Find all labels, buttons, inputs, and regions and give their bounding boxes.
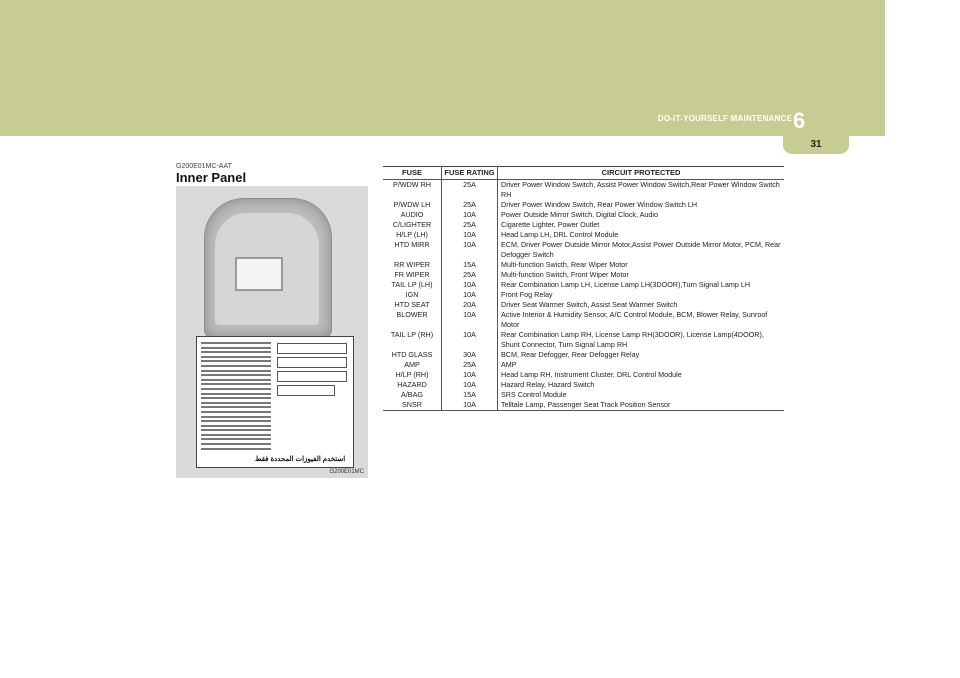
chapter-number: 6 [793,108,806,133]
fuse-cover-window [235,257,283,291]
fuse-cell: H/LP (RH) [383,370,442,380]
fuse-table-body [383,180,784,411]
fuse-table-header [383,167,784,180]
figure-caption: G200E01MC [329,469,364,475]
fuse-cell: IGN [383,290,442,300]
rating-cell: 10A [442,290,498,300]
table-row [383,240,784,260]
table-row [383,380,784,390]
circuit-cell: ECM, Driver Power Outside Mirror Motor,Assist Power Outside Mirror Motor, PCM, Rear Defogger Switch [501,240,781,259]
table-row [383,260,784,270]
table-row [383,360,784,370]
circuit-cell: Telltale Lamp, Passenger Seat Track Position Sensor [498,400,785,411]
fuse-cell: P/WDW RH [383,180,442,201]
fuse-label-diagram [196,336,354,468]
circuit-cell: AMP [501,360,517,369]
rating-cell: 10A [442,210,498,220]
fuse-column-header: FUSE [383,167,442,180]
table-row [383,330,784,350]
circuit-cell: Rear Combination Lamp LH, License Lamp LH(3DOOR),Turn Signal Lamp LH [501,280,751,289]
section-title: DO-IT-YOURSELF MAINTENANCE [657,114,792,123]
table-row [383,290,784,300]
fuse-cell: RR WIPER [383,260,442,270]
rating-cell: 15A [442,390,498,400]
fuse-cell: SNSR [383,400,442,411]
rating-cell: 15A [442,260,498,270]
circuit-cell: Power Outside Mirror Switch, Digital Clock, Audio [501,210,658,219]
table-row [383,200,784,210]
circuit-cell: BCM, Rear Defogger, Rear Defogger Relay [501,350,640,359]
table-row [383,210,784,220]
fuse-cell: HTD GLASS [383,350,442,360]
rating-cell: 10A [442,230,498,240]
rating-cell: 20A [442,300,498,310]
circuit-cell: Rear Combination Lamp RH, License Lamp RH(3DOOR), License Lamp(4DOOR), Shunt Connector, Turn Signal Lamp RH [501,330,764,349]
rating-cell: 10A [442,310,498,330]
table-row [383,180,784,201]
fuse-cell: HTD MIRR [383,240,442,260]
fuse-panel-figure [176,186,368,478]
circuit-cell: SRS Control Module [501,390,567,399]
table-row [383,370,784,380]
table-row [383,270,784,280]
fuse-cell: BLOWER [383,310,442,330]
circuit-column-header: CIRCUIT PROTECTED [498,167,785,180]
table-row [383,350,784,360]
table-row [383,300,784,310]
circuit-cell: Driver Power Window Switch, Rear Power Window Switch LH [501,200,698,209]
section-heading: Inner Panel [176,170,247,185]
rating-cell: 30A [442,350,498,360]
rating-cell: 10A [442,370,498,380]
circuit-cell: Head Lamp RH, Instrument Cluster, DRL Control Module [501,370,682,379]
fuse-cell: TAIL LP (RH) [383,330,442,350]
rating-cell: 10A [442,240,498,260]
fuse-cell: TAIL LP (LH) [383,280,442,290]
fuse-cell: AMP [383,360,442,370]
fuse-cell: AUDIO [383,210,442,220]
rating-cell: 10A [442,330,498,350]
circuit-cell: Front Fog Relay [501,290,553,299]
table-row [383,400,784,411]
rating-cell: 10A [442,400,498,411]
fuse-cell: HAZARD [383,380,442,390]
fuse-table [383,166,784,411]
circuit-cell: Cigarette Lighter, Power Outlet [501,220,600,229]
section-code: G200E01MC-AAT [176,163,232,170]
fuse-cell: HTD SEAT [383,300,442,310]
rating-cell: 25A [442,270,498,280]
table-row [383,390,784,400]
fuse-cell: FR WIPER [383,270,442,280]
circuit-cell: Active Interior & Humidity Sensor, A/C Control Module, BCM, Blower Relay, Sunroof Motor [501,310,768,329]
fuse-cover-image [204,198,332,338]
circuit-cell: Hazard Relay, Hazard Switch [501,380,595,389]
fuse-cell: P/WDW LH [383,200,442,210]
rating-cell: 25A [442,220,498,230]
fuse-label-grid [277,343,349,397]
page-number: 31 [810,139,822,150]
table-row [383,280,784,290]
circuit-cell: Driver Seat Warmer Switch, Assist Seat Warmer Switch [501,300,678,309]
rating-cell: 25A [442,360,498,370]
fuse-label-list [201,342,271,452]
circuit-cell: Multi-function Switch, Front Wiper Motor [501,270,629,279]
fuse-cell: A/BAG [383,390,442,400]
rating-column-header: FUSE RATING [442,167,498,180]
fuse-cell: C/LIGHTER [383,220,442,230]
table-row [383,310,784,330]
table-row [383,230,784,240]
circuit-cell: Driver Power Window Switch, Assist Power Window Switch,Rear Power Window Switch RH [501,180,780,199]
circuit-cell: Head Lamp LH, DRL Control Module [501,230,619,239]
table-row [383,220,784,230]
fuse-cell: H/LP (LH) [383,230,442,240]
rating-cell: 25A [442,200,498,210]
circuit-cell: Multi-function Swicth, Rear Wiper Motor [501,260,628,269]
rating-cell: 10A [442,380,498,390]
fuse-label-footer-text: استخدم الفيوزات المحددة فقط [255,456,346,463]
rating-cell: 10A [442,280,498,290]
rating-cell: 25A [442,180,498,201]
